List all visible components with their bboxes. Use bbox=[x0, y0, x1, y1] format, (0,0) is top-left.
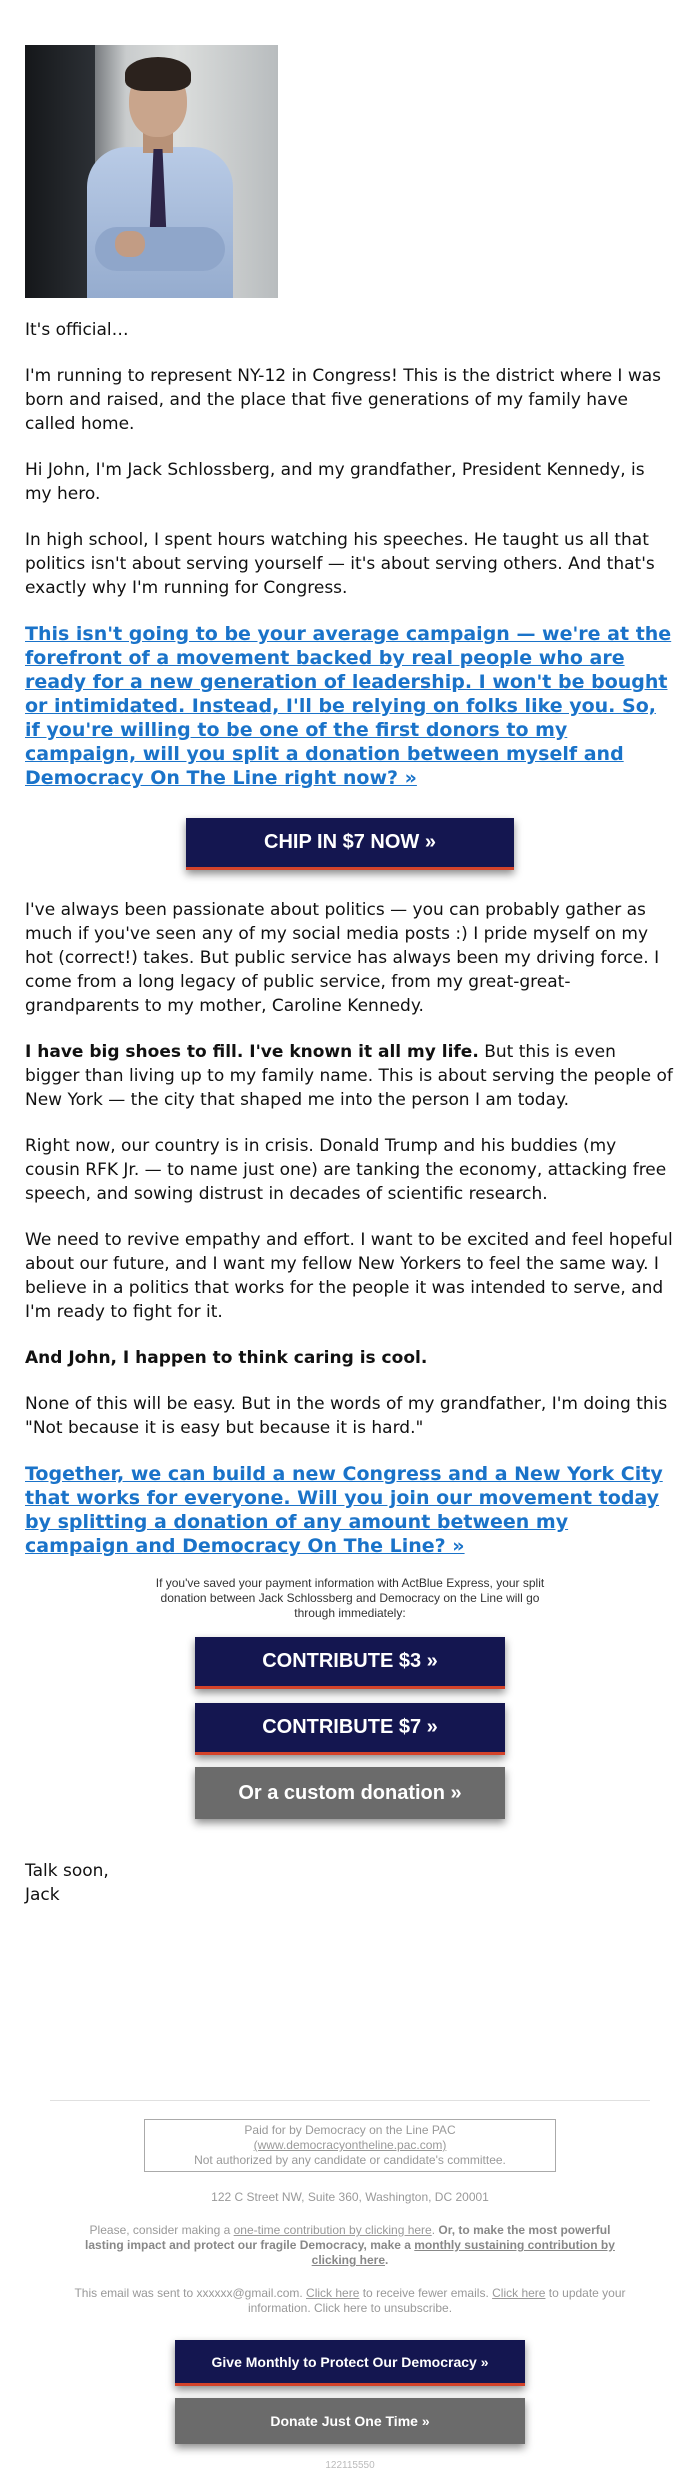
tracking-code: 122115550 bbox=[325, 2460, 375, 2471]
email-body bbox=[25, 45, 675, 1907]
email-notice bbox=[70, 2286, 630, 2316]
one-time-contribution-link[interactable]: one-time contribution by clicking here bbox=[233, 2223, 432, 2237]
paragraph-5-bold: I have big shoes to fill. I've known it all my life. bbox=[25, 1042, 479, 1062]
candidate-photo bbox=[25, 45, 278, 298]
chip-in-button[interactable]: CHIP IN $7 NOW » bbox=[186, 818, 514, 870]
paragraph-2: Hi John, I'm Jack Schlossberg, and my grandfather, President Kennedy, is my hero. bbox=[25, 460, 645, 504]
paragraph-5-rest: But this is even bigger than living up to my family name. This is about serving the people of New York — the city that shaped me into the person I am today. bbox=[25, 1042, 673, 1110]
consider-end: . bbox=[385, 2253, 389, 2267]
paragraph-6: Right now, our country is in crisis. Donald Trump and his buddies (my cousin RFK Jr. — to name just one) are tanking the economy, attacking free speech, and sowing distrust in decades of scientific research. bbox=[25, 1136, 667, 1204]
contribute-3-button[interactable]: CONTRIBUTE $3 » bbox=[195, 1637, 505, 1689]
custom-donation-button[interactable]: Or a custom donation » bbox=[195, 1767, 505, 1819]
paragraph-8-bold: And John, I happen to think caring is cool. bbox=[25, 1348, 428, 1368]
update-info-link[interactable]: Click here bbox=[492, 2286, 546, 2300]
paragraph-9: None of this will be easy. But in the words of my grandfather, I'm doing this "Not because it is easy but because it is hard." bbox=[25, 1394, 668, 1438]
sent-mid: to receive fewer emails. bbox=[359, 2286, 493, 2300]
paragraph-7: We need to revive empathy and effort. I want to be excited and feel hopeful about our future, and I want my fellow New Yorkers to feel the same way. I believe in a politics that works for the people it was intended to serve, and I'm ready to fight for it. bbox=[25, 1230, 673, 1322]
paragraph-8 bbox=[25, 1346, 675, 1370]
donate-link-1[interactable]: This isn't going to be your average campaign — we're at the forefront of a movement backed by real people who are ready for a new generation of leadership. I won't be bought or intimidated. Instead, I'll be relying on folks like you. So, if you're willing to be one of the first donors to my campaign, will you split a donation between myself and Democracy On The Line right now? » bbox=[25, 623, 672, 789]
not-authorized-text: Not authorized by any candidate or candidate's committee. bbox=[194, 2153, 506, 2167]
consider-bold: Or, to make the most powerful lasting impact and protect our fragile Democracy, make a bbox=[85, 2223, 611, 2252]
consider-prefix: Please, consider making a bbox=[89, 2223, 234, 2237]
paragraph-4: I've always been passionate about politics — you can probably gather as much if you've seen any of my social media posts :) I pride myself on my hot (correct!) takes. But public service has always been my driving force. I come from a long legacy of public service, from my great-great-grandparents to my mother, Caroline Kennedy. bbox=[25, 900, 660, 1016]
paragraph-5 bbox=[25, 1040, 675, 1112]
paragraph-1: I'm running to represent NY-12 in Congress! This is the district where I was born and raised, and the place that five generations of my family have called home. bbox=[25, 366, 662, 434]
consider-mid: . bbox=[431, 2223, 439, 2237]
footer bbox=[25, 2100, 675, 2473]
paid-for-text: Paid for by Democracy on the Line PAC bbox=[244, 2123, 456, 2137]
mailing-address: 122 C Street NW, Suite 360, Washington, DC 20001 bbox=[211, 2190, 489, 2204]
footer-divider bbox=[50, 2100, 650, 2101]
monthly-contribution-link[interactable]: monthly sustaining contribution by clicking here bbox=[311, 2238, 615, 2267]
sent-prefix: This email was sent to xxxxxx@gmail.com. bbox=[74, 2286, 307, 2300]
opening-line: It's official… bbox=[25, 320, 129, 340]
actblue-note: If you've saved your payment information with ActBlue Express, your split donation between Jack Schlossberg and Democracy on the Line will go through immediately: bbox=[155, 1576, 545, 1620]
contribution-prompt bbox=[70, 2223, 630, 2268]
signature: Jack bbox=[25, 1885, 60, 1905]
website-link[interactable]: (www.democracyontheline.pac.com) bbox=[253, 2138, 447, 2152]
give-monthly-button[interactable]: Give Monthly to Protect Our Democracy » bbox=[175, 2340, 525, 2386]
fewer-emails-link[interactable]: Click here bbox=[306, 2286, 360, 2300]
signoff: Talk soon, bbox=[25, 1861, 109, 1881]
donate-one-time-button[interactable]: Donate Just One Time » bbox=[175, 2398, 525, 2444]
donate-link-2[interactable]: Together, we can build a new Congress and a New York City that works for everyone. Will you join our movement today by splitting a donation of any amount between my campaign and Democracy On The Line? » bbox=[25, 1463, 663, 1557]
contribute-7-button[interactable]: CONTRIBUTE $7 » bbox=[195, 1703, 505, 1755]
paragraph-3: In high school, I spent hours watching his speeches. He taught us all that politics isn't about serving yourself — it's about serving others. And that's exactly why I'm running for Congress. bbox=[25, 530, 655, 598]
sent-end: to update your information. Click here to unsubscribe. bbox=[247, 2286, 626, 2315]
paid-for-box bbox=[144, 2119, 556, 2172]
